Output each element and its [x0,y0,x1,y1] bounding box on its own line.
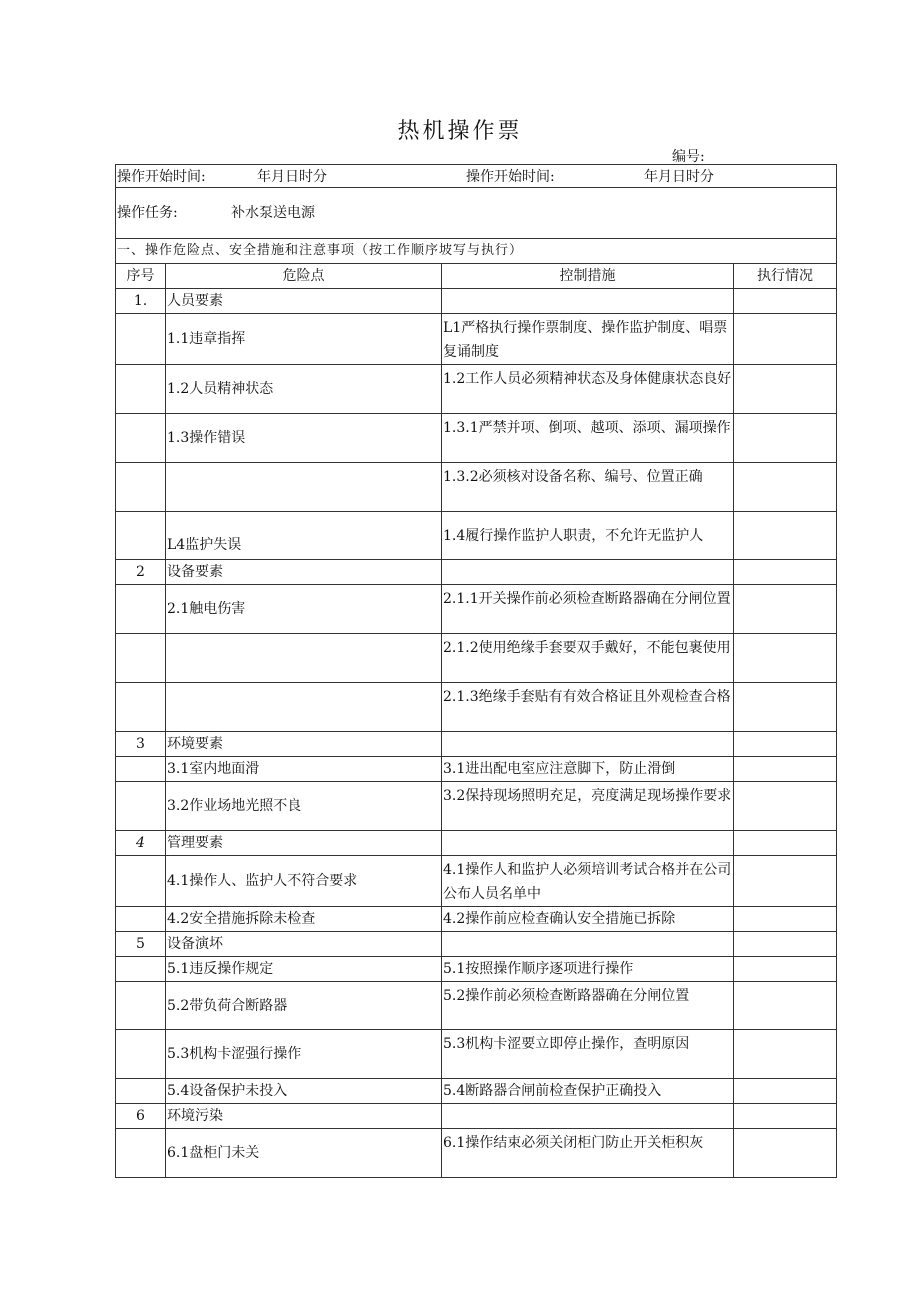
row-no [116,982,166,1030]
row-control: 1.2工作人员必须精神状态及身体健康状态良好 [442,365,734,414]
row-status [734,732,837,757]
table-row [116,560,837,585]
row-no [116,314,166,365]
start-time-value-1: 年月日时分 [257,169,327,185]
row-hazard: 环境要素 [166,732,442,757]
time-row [116,165,837,188]
row-no: 2 [116,560,166,585]
row-status [734,585,837,634]
row-hazard: 5.2带负荷合断路器 [166,982,442,1030]
row-status [734,414,837,463]
row-control: 5.1按照操作顺序逐项进行操作 [442,957,734,982]
row-status [734,782,837,831]
row-status [734,982,837,1030]
header-status: 执行情况 [734,264,837,289]
row-control: 5.3机构卡涩要立即停止操作，查明原因 [442,1030,734,1079]
row-no [116,512,166,560]
row-status [734,856,837,907]
row-status [734,289,837,314]
row-no [116,365,166,414]
table-row [116,634,837,683]
table-row [116,757,837,782]
row-control: 1.3.2必须核对设备名称、编号、位置正确 [442,463,734,512]
row-no [116,683,166,732]
row-hazard: 1.3操作错误 [166,414,442,463]
row-hazard: 5.1违反操作规定 [166,957,442,982]
row-no [116,1129,166,1178]
row-status [734,463,837,512]
row-control: 3.2保持现场照明充足，亮度满足现场操作要求 [442,782,734,831]
row-hazard: 管理要素 [166,831,442,856]
row-control: 5.4断路器合闸前检查保护正确投入 [442,1079,734,1104]
row-control [442,932,734,957]
row-status [734,831,837,856]
section-heading: 一、操作危险点、安全措施和注意事项（按工作顺序坡写与执行） [116,239,837,264]
row-hazard [166,634,442,683]
start-time-label-1: 操作开始时间: [117,169,206,185]
table-row [116,683,837,732]
table-row [116,512,837,560]
row-no [116,1030,166,1079]
row-hazard: 2.1触电伤害 [166,585,442,634]
row-status [734,957,837,982]
row-control: 2.1.2使用绝缘手套要双手戴好，不能包裹使用 [442,634,734,683]
row-control: L1严格执行操作票制度、操作监护制度、唱票复诵制度 [442,314,734,365]
row-no [116,634,166,683]
row-hazard: 设备要素 [166,560,442,585]
row-hazard: L4监护失误 [166,512,442,560]
row-status [734,1129,837,1178]
serial-number-label: 编号: [672,149,705,165]
row-control [442,1104,734,1129]
row-status [734,1104,837,1129]
row-hazard [166,463,442,512]
row-control: 2.1.1开关操作前必须检查断路器确在分闸位置 [442,585,734,634]
row-status [734,1030,837,1079]
row-hazard: 4.1操作人、监护人不符合要求 [166,856,442,907]
row-control [442,831,734,856]
row-hazard [166,683,442,732]
row-control [442,560,734,585]
row-no: 6 [116,1104,166,1129]
table-row [116,1104,837,1129]
row-hazard: 1.1违章指挥 [166,314,442,365]
row-hazard: 3.1室内地面滑 [166,757,442,782]
table-row [116,932,837,957]
row-hazard: 6.1盘柜门未关 [166,1129,442,1178]
row-control: 4.1操作人和监护人必须培训考试合格并在公司公布人员名单中 [442,856,734,907]
header-no: 序号 [116,264,166,289]
table-row [116,1129,837,1178]
table-row [116,414,837,463]
row-control [442,732,734,757]
row-hazard: 5.4设备保护未投入 [166,1079,442,1104]
row-hazard: 人员要素 [166,289,442,314]
time-cell [116,165,837,188]
section-heading-row [116,239,837,264]
row-no [116,907,166,932]
table-header-row [116,264,837,289]
row-no [116,957,166,982]
start-time-label-2: 操作开始时间: [466,169,555,185]
row-hazard: 4.2安全措施拆除未检查 [166,907,442,932]
operation-ticket-table [115,164,837,1178]
table-row [116,314,837,365]
task-value: 补水泵送电源 [231,205,315,221]
row-control: 2.1.3绝缘手套贴有有效合格证且外观检查合格 [442,683,734,732]
row-no: 3 [116,732,166,757]
row-status [734,365,837,414]
start-time-value-2: 年月日时分 [644,169,714,185]
row-no [116,463,166,512]
row-hazard: 5.3机构卡涩强行操作 [166,1030,442,1079]
row-no [116,757,166,782]
table-row [116,982,837,1030]
row-no [116,782,166,831]
row-control: 4.2操作前应检查确认安全措施已拆除 [442,907,734,932]
task-row [116,188,837,239]
row-status [734,757,837,782]
doc-title: 热机操作票 [397,119,523,144]
row-no [116,414,166,463]
table-row [116,732,837,757]
row-status [734,907,837,932]
row-control: 6.1操作结束必须关闭柜门防止开关柜积灰 [442,1129,734,1178]
row-no: 5 [116,932,166,957]
row-hazard: 1.2人员精神状态 [166,365,442,414]
row-no: 4 [116,831,166,856]
row-no [116,585,166,634]
row-hazard: 设备演坏 [166,932,442,957]
row-hazard: 3.2作业场地光照不良 [166,782,442,831]
row-no: 1. [116,289,166,314]
table-row [116,907,837,932]
table-row [116,585,837,634]
row-status [734,1079,837,1104]
table-row [116,289,837,314]
header-hazard: 危险点 [166,264,442,289]
row-status [734,512,837,560]
row-status [734,634,837,683]
table-row [116,365,837,414]
row-status [734,932,837,957]
task-cell [116,188,837,239]
task-label: 操作任务: [117,205,178,221]
table-row [116,957,837,982]
row-status [734,560,837,585]
row-control: 5.2操作前必须检查断路器确在分闸位置 [442,982,734,1030]
table-row [116,1079,837,1104]
row-control: 1.3.1严禁并项、倒项、越项、添项、漏项操作 [442,414,734,463]
header-control: 控制措施 [442,264,734,289]
row-no [116,856,166,907]
row-control [442,289,734,314]
row-control: 3.1进出配电室应注意脚下，防止滑倒 [442,757,734,782]
row-control: 1.4履行操作监护人职责，不允许无监护人 [442,512,734,560]
table-row [116,782,837,831]
row-status [734,314,837,365]
table-row [116,831,837,856]
row-hazard: 环境污染 [166,1104,442,1129]
table-row [116,463,837,512]
table-row [116,856,837,907]
row-no [116,1079,166,1104]
table-row [116,1030,837,1079]
row-status [734,683,837,732]
